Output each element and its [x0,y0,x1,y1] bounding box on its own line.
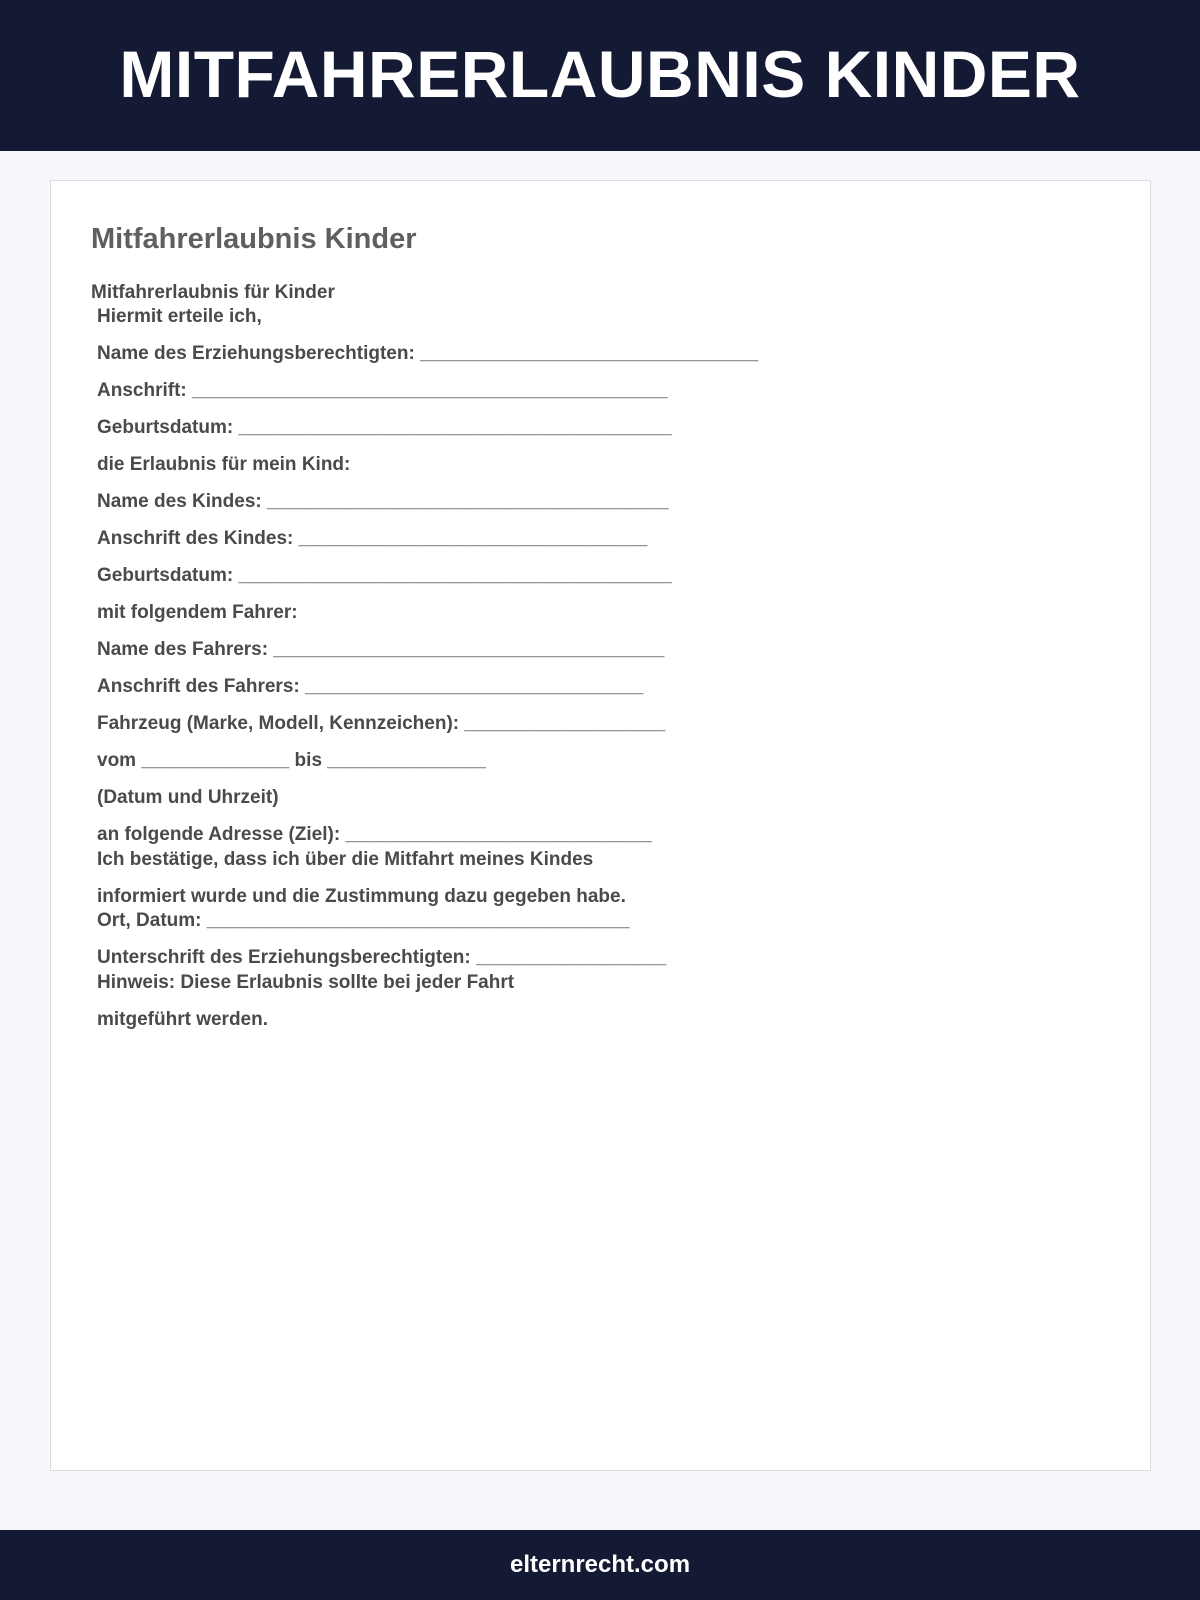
form-line-confirmation-2: informiert wurde und die Zustimmung dazu gegeben habe. [97,886,626,907]
header-title: MITFAHRERLAUBNIS KINDER [119,36,1081,111]
form-line-guardian-name: Name des Erziehungsberechtigten: ________________________________ [97,343,759,364]
footer-site-link[interactable]: elternrecht.com [509,1551,691,1578]
form-line-guardian-birthdate: Geburtsdatum: _________________________________________ [97,417,672,438]
form-line-driver-address: Anschrift des Fahrers: ________________________________ [97,676,644,697]
form-line-child-intro: die Erlaubnis für mein Kind: [97,454,351,475]
form-line-title: Mitfahrerlaubnis für Kinder [91,282,335,303]
form-line-confirmation-1: Ich bestätige, dass ich über die Mitfahrt meines Kindes [97,849,594,870]
form-line-child-name: Name des Kindes: ______________________________________ [97,491,669,512]
form-line-child-address: Anschrift des Kindes: _________________________________ [97,528,648,549]
form-line-signature: Unterschrift des Erziehungsberechtigten: __________________ [97,947,667,968]
document-card [50,180,1151,1471]
form-line-date-range: vom ______________ bis _______________ [97,750,486,771]
form-line-guardian-address: Anschrift: _____________________________________________ [97,380,668,401]
form-line-date-hint: (Datum und Uhrzeit) [97,787,279,808]
form-line-vehicle: Fahrzeug (Marke, Modell, Kennzeichen): ___________________ [97,713,666,734]
form-line-note-2: mitgeführt werden. [97,1009,269,1030]
form-line-child-birthdate: Geburtsdatum: _________________________________________ [97,565,672,586]
form-line-intro: Hiermit erteile ich, [97,306,262,327]
document-heading: Mitfahrerlaubnis Kinder [91,223,417,255]
form-line-driver-intro: mit folgendem Fahrer: [97,602,298,623]
form-line-driver-name: Name des Fahrers: _____________________________________ [97,639,665,660]
form-line-destination: an folgende Adresse (Ziel): _____________________________ [97,824,652,845]
page-header [0,0,1200,151]
form-line-note-1: Hinweis: Diese Erlaubnis sollte bei jeder Fahrt [97,972,515,993]
page-footer [0,1530,1200,1600]
form-line-place-date: Ort, Datum: ________________________________________ [97,910,630,931]
